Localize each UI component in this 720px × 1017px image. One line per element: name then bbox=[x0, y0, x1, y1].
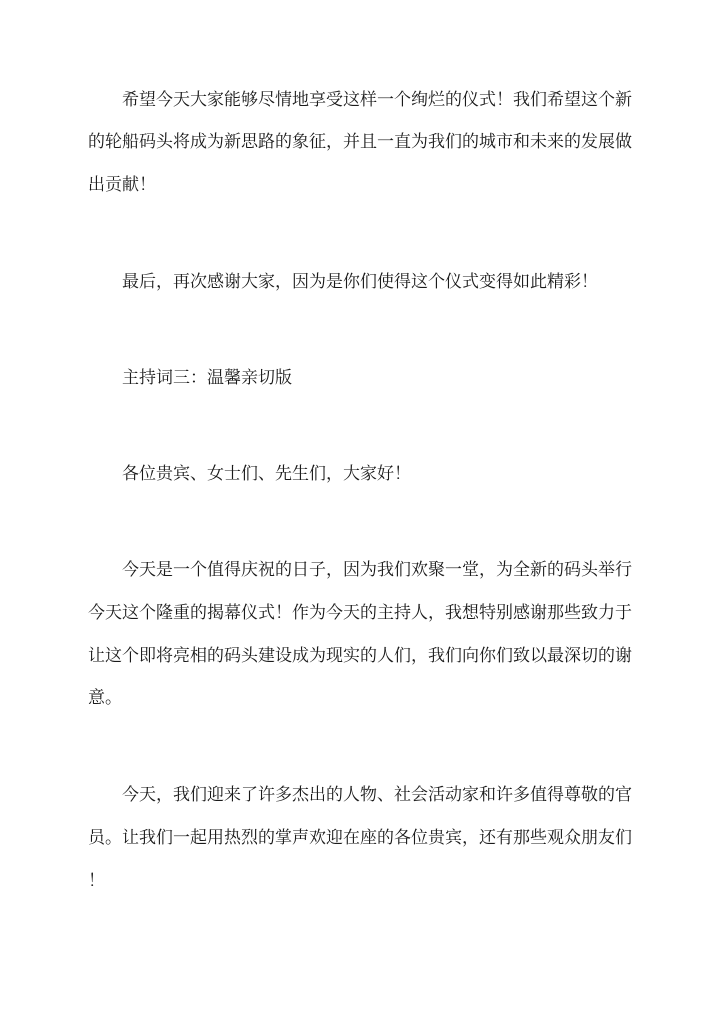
section-heading: 主持词三：温馨亲切版 bbox=[122, 368, 292, 388]
paragraph-5-line-3: 让这个即将亮相的码头建设成为现实的人们，我们向你们致以最深切的谢 bbox=[88, 646, 632, 666]
paragraph-1-line-1: 希望今天大家能够尽情地享受这样一个绚烂的仪式！我们希望这个新 bbox=[122, 90, 632, 110]
paragraph-5-line-2: 今天这个隆重的揭幕仪式！作为今天的主持人，我想特别感谢那些致力于 bbox=[88, 603, 632, 623]
paragraph-5-line-1: 今天是一个值得庆祝的日子，因为我们欢聚一堂，为全新的码头举行 bbox=[122, 560, 632, 580]
paragraph-6-line-1: 今天，我们迎来了许多杰出的人物、社会活动家和许多值得尊敬的官 bbox=[122, 785, 632, 805]
paragraph-1-line-2: 的轮船码头将成为新思路的象征，并且一直为我们的城市和未来的发展做 bbox=[88, 132, 632, 152]
paragraph-6-line-3: ！ bbox=[88, 871, 105, 891]
paragraph-5-line-4: 意。 bbox=[88, 688, 122, 708]
paragraph-1-line-3: 出贡献！ bbox=[88, 175, 156, 195]
greeting-line: 各位贵宾、女士们、先生们，大家好！ bbox=[122, 464, 411, 484]
paragraph-2-line-1: 最后，再次感谢大家，因为是你们使得这个仪式变得如此精彩！ bbox=[122, 272, 598, 292]
paragraph-6-line-2: 员。让我们一起用热烈的掌声欢迎在座的各位贵宾，还有那些观众朋友们 bbox=[88, 828, 632, 848]
